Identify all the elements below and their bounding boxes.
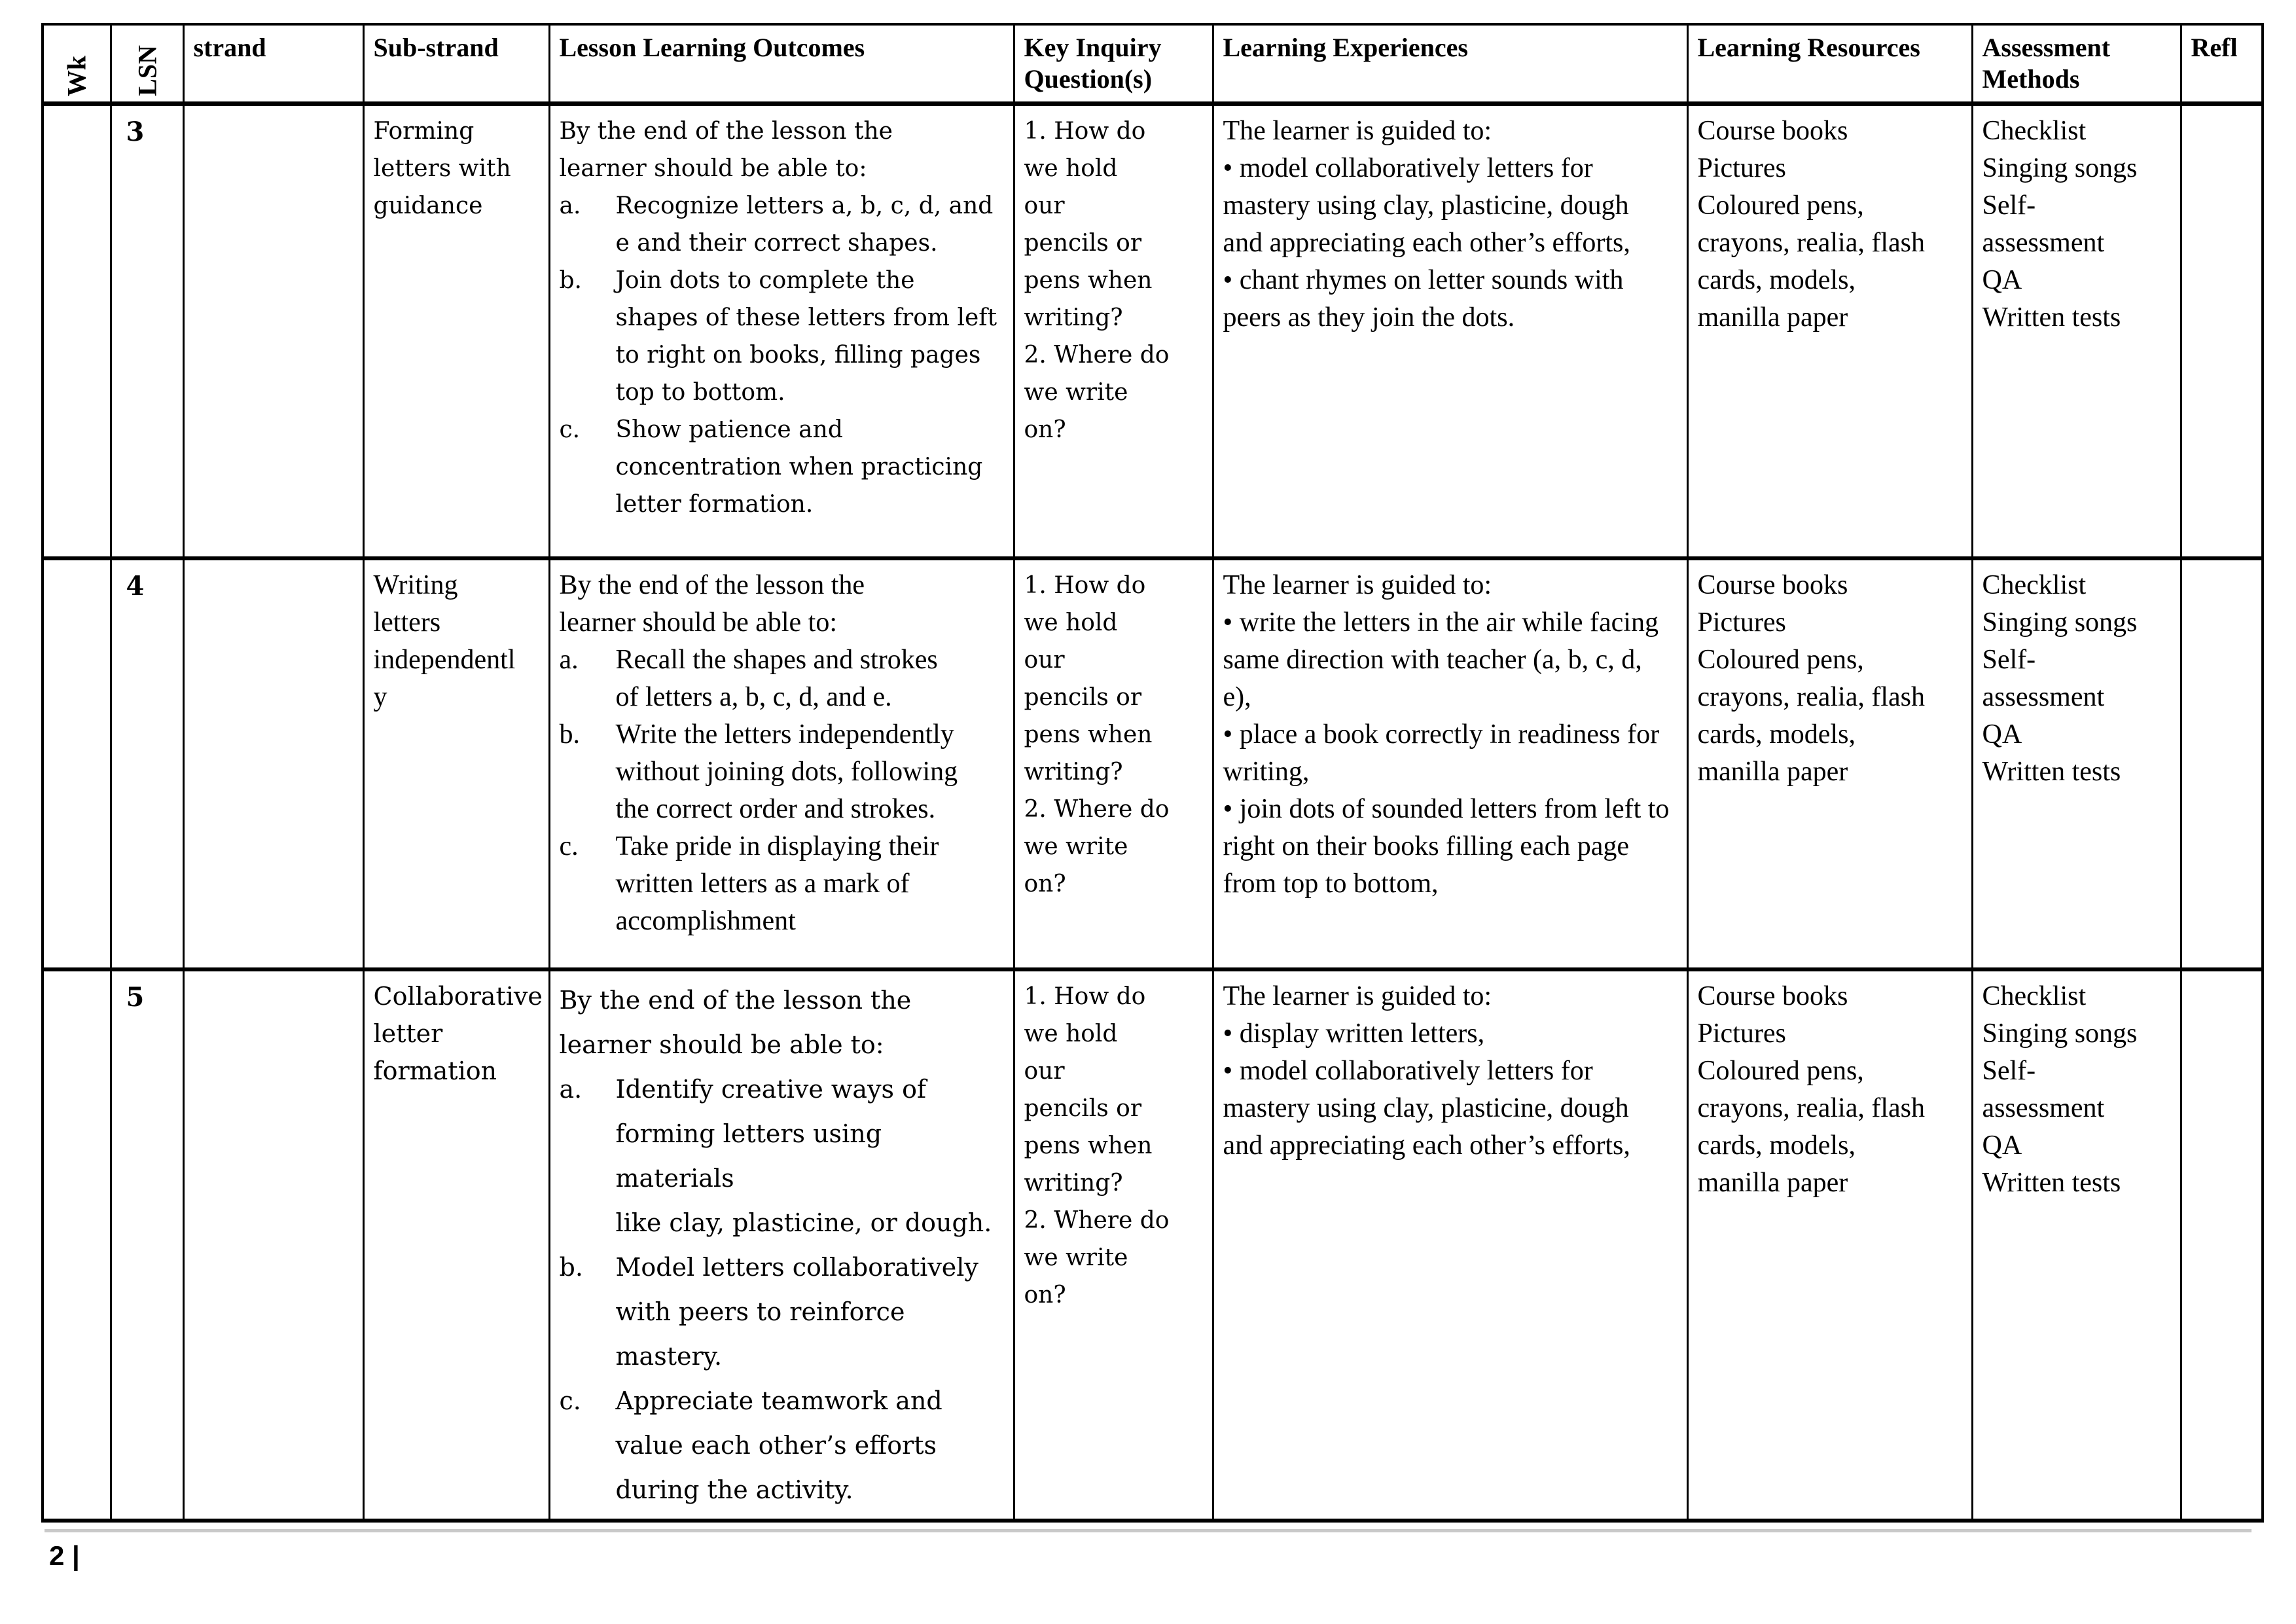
col-header-strand: strand	[183, 24, 363, 104]
col-header-resources: Learning Resources	[1687, 24, 1972, 104]
outcomes-intro: By the end of the lesson the learner should be able to:	[559, 569, 865, 638]
outcome-text: Join dots to complete the shapes of these letters from left to right on books, filling pages top to bottom.	[615, 267, 997, 406]
outcome-item	[560, 1379, 1004, 1512]
cell-key-inquiry: 1. How do we hold our pencils or pens when writing? 2. Where do we write on?	[1014, 104, 1213, 558]
lesson-row-3	[43, 104, 2263, 558]
cell-assessment: Checklist Singing songs Self- assessment QA Written tests	[1972, 969, 2181, 1521]
cell-key-inquiry: 1. How do we hold our pencils or pens when writing? 2. Where do we write on?	[1014, 558, 1213, 969]
outcome-item	[560, 262, 1004, 411]
col-header-sub-strand: Sub-strand	[363, 24, 549, 104]
outcome-text: Appreciate teamwork and value each other’s efforts during the activity.	[615, 1386, 942, 1504]
cell-wk	[43, 104, 111, 558]
cell-sub-strand: Collaborative letter formation	[363, 969, 549, 1521]
cell-wk	[43, 558, 111, 969]
cell-lsn: 3	[111, 104, 183, 558]
outcome-text: Recognize letters a, b, c, d, and e and their correct shapes.	[615, 192, 994, 257]
cell-resources: Course books Pictures Coloured pens, crayons, realia, flash cards, models, manilla paper	[1687, 104, 1972, 558]
col-header-wk	[43, 24, 111, 104]
outcome-label: c.	[559, 831, 579, 861]
col-header-outcomes: Lesson Learning Outcomes	[549, 24, 1014, 104]
col-header-lsn	[111, 24, 183, 104]
cell-strand	[183, 969, 363, 1521]
outcome-text: Model letters collaboratively with peers to reinforce mastery.	[615, 1252, 978, 1371]
cell-key-inquiry: 1. How do we hold our pencils or pens when writing? 2. Where do we write on?	[1014, 969, 1213, 1521]
outcome-text: Write the letters independently without joining dots, following the correct order and strokes.	[615, 719, 958, 824]
cell-experiences: The learner is guided to: • model collaboratively letters for mastery using clay, plasticine, dough and appreciating each other’s efforts, • chant rhymes on letter sounds with peers as they join the dots.	[1213, 104, 1687, 558]
lesson-row-4	[43, 558, 2263, 969]
outcome-item	[560, 716, 1004, 828]
outcome-label: b.	[559, 719, 580, 749]
header-row	[43, 24, 2263, 104]
cell-assessment: Checklist Singing songs Self- assessment QA Written tests	[1972, 104, 2181, 558]
col-header-refl: Refl	[2181, 24, 2263, 104]
cell-experiences: The learner is guided to: • display written letters, • model collaboratively letters for mastery using clay, plasticine, dough and appreciating each other’s efforts,	[1213, 969, 1687, 1521]
outcome-label: a.	[559, 1074, 583, 1104]
outcome-item	[560, 641, 1004, 716]
cell-sub-strand: Forming letters with guidance	[363, 104, 549, 558]
lsn-header-label: LSN	[132, 45, 162, 96]
outcome-label: b.	[559, 1252, 583, 1282]
cell-resources: Course books Pictures Coloured pens, crayons, realia, flash cards, models, manilla paper	[1687, 558, 1972, 969]
outcome-text: Recall the shapes and strokes of letters a, b, c, d, and e.	[615, 644, 938, 712]
outcome-item	[560, 828, 1004, 940]
cell-assessment: Checklist Singing songs Self- assessment QA Written tests	[1972, 558, 2181, 969]
cell-outcomes	[549, 104, 1014, 558]
footer-rule	[45, 1529, 2251, 1532]
cell-strand	[183, 558, 363, 969]
outcome-label: a.	[559, 192, 581, 219]
cell-experiences: The learner is guided to: • write the letters in the air while facing same direction with teacher (a, b, c, d, e), • place a book correctly in readiness for writing, • join dots of sounded letters from left to right on their books filling each page from top to bottom,	[1213, 558, 1687, 969]
wk-header-label: Wk	[62, 55, 92, 96]
outcome-text: Show patience and concentration when practicing letter formation.	[615, 416, 983, 518]
lesson-row-5	[43, 969, 2263, 1521]
page-number: 2 |	[49, 1540, 80, 1571]
cell-outcomes	[549, 558, 1014, 969]
cell-refl	[2181, 104, 2263, 558]
outcomes-intro: By the end of the lesson the learner should be able to:	[559, 118, 893, 182]
cell-sub-strand: Writing letters independentl y	[363, 558, 549, 969]
cell-refl	[2181, 969, 2263, 1521]
outcome-text: Identify creative ways of forming letters using materials like clay, plasticine, or dough.	[615, 1074, 992, 1237]
outcome-label: b.	[559, 267, 582, 294]
cell-outcomes	[549, 969, 1014, 1521]
cell-lsn: 5	[111, 969, 183, 1521]
col-header-experiences: Learning Experiences	[1213, 24, 1687, 104]
scheme-of-work-table	[41, 23, 2264, 1523]
outcome-item	[560, 411, 1004, 523]
outcomes-intro: By the end of the lesson the learner should be able to:	[559, 985, 912, 1059]
outcome-item	[560, 1245, 1004, 1379]
cell-refl	[2181, 558, 2263, 969]
outcome-label: c.	[559, 416, 581, 443]
cell-strand	[183, 104, 363, 558]
cell-lsn: 4	[111, 558, 183, 969]
outcome-text: Take pride in displaying their written letters as a mark of accomplishment	[615, 831, 939, 936]
col-header-key-inquiry: Key Inquiry Question(s)	[1014, 24, 1213, 104]
cell-wk	[43, 969, 111, 1521]
cell-resources: Course books Pictures Coloured pens, crayons, realia, flash cards, models, manilla paper	[1687, 969, 1972, 1521]
outcome-item	[560, 187, 1004, 262]
outcome-label: a.	[559, 644, 579, 675]
outcome-item	[560, 1067, 1004, 1245]
outcome-label: c.	[559, 1386, 581, 1415]
col-header-assessment: Assessment Methods	[1972, 24, 2181, 104]
